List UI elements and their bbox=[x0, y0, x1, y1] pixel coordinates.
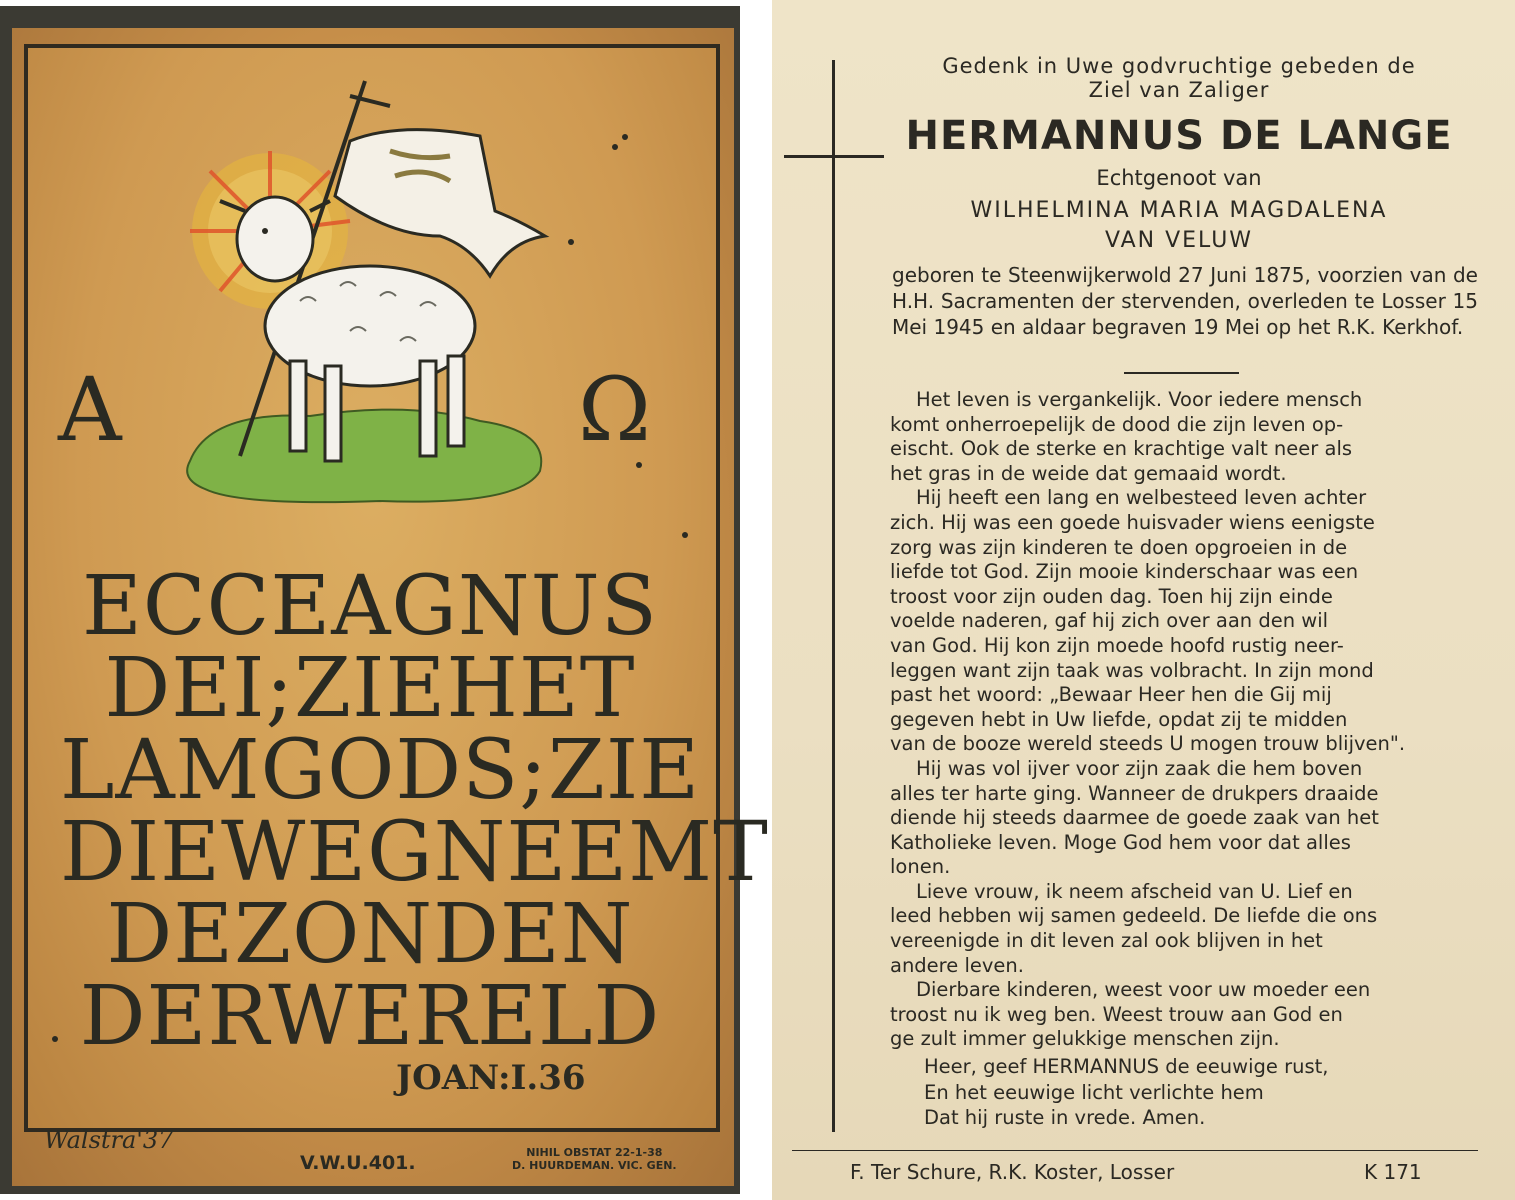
verse-line: DIEWEGNEEMT bbox=[60, 805, 769, 900]
memorial-line: liefde tot God. Zijn mooie kinderschaar was een bbox=[890, 560, 1359, 584]
prayer-line: Dat hij ruste in vrede. Amen. bbox=[924, 1106, 1206, 1130]
memorial-line: gegeven hebt in Uw liefde, opdat zij te midden bbox=[890, 707, 1348, 731]
alpha-letter: A bbox=[58, 358, 122, 461]
memorial-line: komt onherroepelijk de dood die zijn leven op- bbox=[890, 412, 1344, 436]
deceased-name: HERMANNUS DE LANGE bbox=[905, 113, 1453, 159]
omega-letter: Ω bbox=[578, 358, 651, 461]
memorial-line: van God. Hij kon zijn moede hoofd rustig neer- bbox=[890, 633, 1344, 657]
memorial-text bbox=[890, 388, 1476, 1052]
memorial-line: zich. Hij was een goede huisvader wiens eenigste bbox=[890, 510, 1375, 534]
lamb-of-god-illustration bbox=[150, 61, 570, 511]
memorial-line: Dierbare kinderen, weest voor uw moeder een bbox=[916, 978, 1371, 1002]
footer-divider bbox=[792, 1150, 1478, 1151]
prayer-card-front bbox=[0, 6, 769, 1194]
memorial-line: diende hij steeds daarmee de goede zaak van het bbox=[890, 806, 1379, 830]
memorial-line: troost nu ik weg ben. Weest trouw aan God en bbox=[890, 1002, 1343, 1026]
nihil-obstat-line: NIHIL OBSTAT 22-1-38 bbox=[526, 1146, 663, 1159]
memorial-line: ge zult immer gelukkige menschen zijn. bbox=[890, 1027, 1280, 1051]
decorative-dot bbox=[52, 1036, 58, 1042]
memorial-line: het gras in de weide dat gemaaid wordt. bbox=[890, 461, 1287, 485]
memorial-line: Hij heeft een lang en welbesteed leven achter bbox=[916, 486, 1367, 510]
intro-line: Gedenk in Uwe godvruchtige gebeden de bbox=[942, 54, 1416, 78]
verse-line: ECCEAGNUS bbox=[82, 559, 658, 654]
decorative-dot bbox=[682, 532, 688, 538]
memorial-line: leed hebben wij samen gedeeld. De liefde die ons bbox=[890, 904, 1378, 928]
memorial-line: Katholieke leven. Moge God hem voor dat alles bbox=[890, 830, 1351, 854]
decorative-dot bbox=[636, 462, 642, 468]
spouse-name-line: WILHELMINA MARIA MAGDALENA bbox=[970, 198, 1388, 223]
nihil-obstat-line: D. HUURDEMAN. VIC. GEN. bbox=[512, 1159, 677, 1172]
memorial-line: Het leven is vergankelijk. Voor iedere mensch bbox=[916, 388, 1363, 411]
spouse-name bbox=[884, 196, 1474, 256]
memorial-line: troost voor zijn ouden dag. Toen hij zijn einde bbox=[890, 584, 1333, 608]
verse-line: DEI;ZIEHET bbox=[104, 641, 636, 736]
artist-signature: Walstra'37 bbox=[44, 1126, 174, 1154]
memorial-line: zorg was zijn kinderen te doen opgroeien in de bbox=[890, 535, 1348, 559]
memorial-cross-icon bbox=[832, 60, 835, 1132]
birth-death-details: geboren te Steenwijkerwold 27 Juni 1875, voorzien van de H.H. Sacramenten der stervenden, overleden te Losser 15 Mei 1945 en aldaar begraven 19 Mei op het R.K. Kerkhof. bbox=[892, 263, 1478, 339]
card-number: K 171 bbox=[1364, 1160, 1422, 1184]
nihil-obstat bbox=[512, 1146, 677, 1172]
prayer-line: Heer, geef HERMANNUS de eeuwige rust, bbox=[924, 1055, 1329, 1078]
memorial-line: van de booze wereld steeds U mogen trouw blijven". bbox=[890, 732, 1406, 756]
memorial-line: vereenigde in dit leven zal ook blijven in het bbox=[890, 929, 1323, 953]
prayer-line: En het eeuwige licht verlichte hem bbox=[924, 1080, 1264, 1104]
verse-line: LAMGODS;ZIE bbox=[60, 723, 701, 818]
memorial-cross-arm bbox=[784, 155, 884, 158]
printer-credit: F. Ter Schure, R.K. Koster, Losser bbox=[850, 1160, 1175, 1184]
spouse-name-line: VAN VELUW bbox=[1104, 228, 1254, 253]
memorial-line: past het woord: „Bewaar Heer hen die Gij mij bbox=[890, 683, 1332, 707]
verse-line: DERWERELD bbox=[79, 969, 661, 1064]
verse-line: DEZONDEN bbox=[106, 887, 634, 982]
card-code: V.W.U.401. bbox=[300, 1152, 416, 1174]
decorative-dot bbox=[612, 144, 618, 150]
memorial-line: eischt. Ook de sterke en krachtige valt neer als bbox=[890, 437, 1353, 461]
spouse-label: Echtgenoot van bbox=[1096, 166, 1262, 190]
memorial-line: leggen want zijn taak was volbracht. In zijn mond bbox=[890, 658, 1374, 682]
memorial-line: lonen. bbox=[890, 855, 951, 879]
intro-line: Ziel van Zaliger bbox=[1088, 78, 1270, 102]
memorial-line: Lieve vrouw, ik neem afscheid van U. Lief en bbox=[916, 879, 1353, 903]
memorial-line: andere leven. bbox=[890, 953, 1024, 977]
memorial-line: alles ter harte ging. Wanneer de drukpers draaide bbox=[890, 781, 1379, 805]
divider bbox=[1124, 372, 1239, 374]
decorative-dot bbox=[568, 239, 574, 245]
banner-icon bbox=[335, 130, 545, 276]
closing-prayer bbox=[924, 1054, 1328, 1131]
memorial-line: Hij was vol ijver voor zijn zaak die hem boven bbox=[916, 756, 1363, 780]
scripture-reference: JOAN:I.36 bbox=[396, 1058, 586, 1098]
decorative-dot bbox=[622, 134, 628, 140]
intro-text bbox=[884, 54, 1474, 102]
prayer-card-back bbox=[772, 0, 1515, 1200]
memorial-line: voelde naderen, gaf hij zich over aan den wil bbox=[890, 609, 1329, 633]
